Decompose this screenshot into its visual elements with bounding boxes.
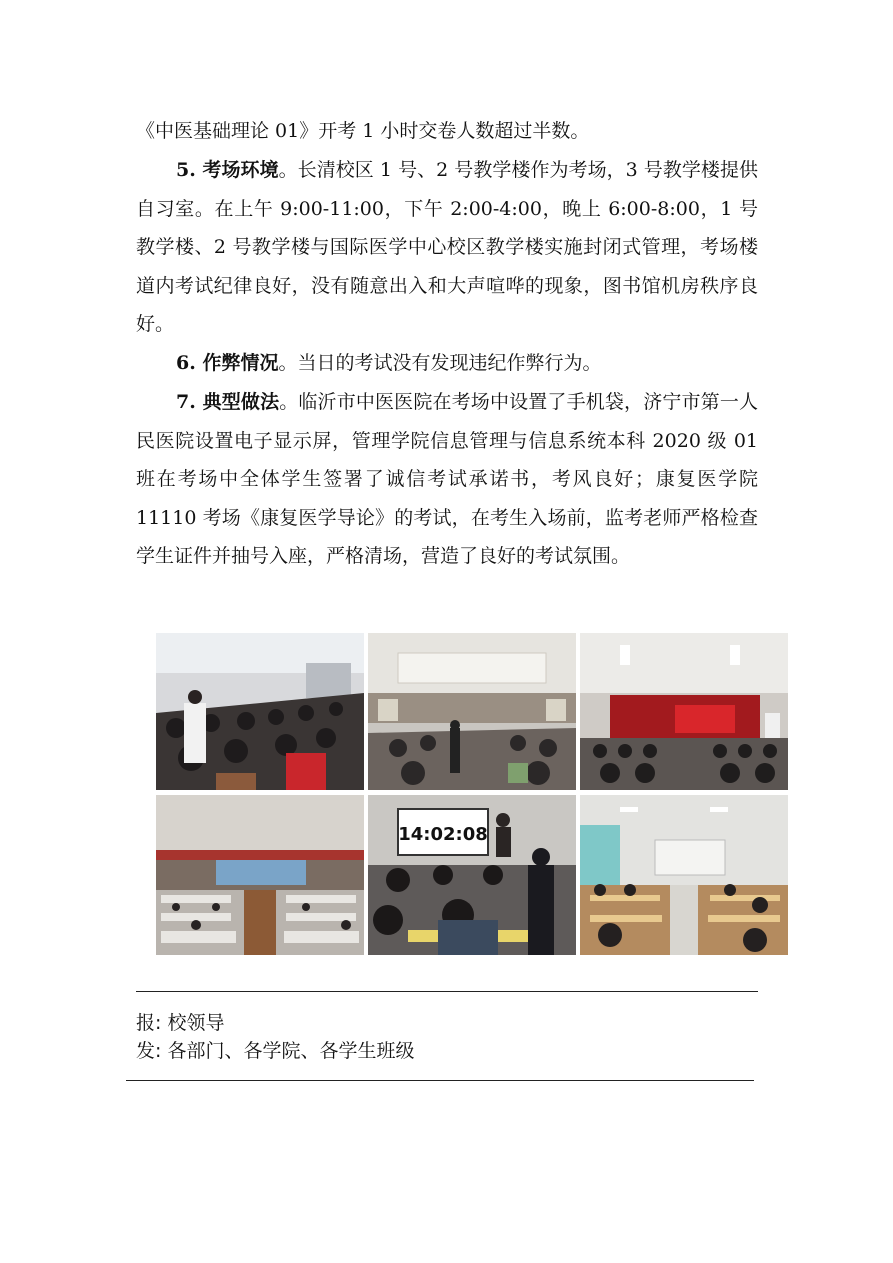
send-recipients: 各部门、各学院、各学生班级	[167, 1040, 415, 1062]
report-label: 报:	[136, 1012, 162, 1034]
footer-report-line	[136, 1009, 224, 1037]
paragraph-exam-environment	[136, 151, 758, 344]
photo-clock-display	[368, 795, 576, 955]
photo-classroom-2	[368, 633, 576, 790]
send-label: 发:	[136, 1040, 162, 1062]
section-heading-practice: 7. 典型做法	[176, 391, 280, 413]
report-recipient: 校领导	[167, 1012, 225, 1034]
section-text-cheating: 。当日的考试没有发现违纪作弊行为。	[278, 352, 602, 374]
section-heading-cheating: 6. 作弊情况	[176, 352, 279, 374]
paragraph-cheating	[136, 344, 758, 383]
paragraph-typical-practice	[136, 383, 758, 576]
section-heading-environment: 5. 考场环境	[176, 159, 279, 181]
clock-display-text: 14:02:08	[398, 824, 488, 845]
photo-collage	[156, 633, 788, 955]
section-text-practice: 。临沂市中医医院在考场中设置了手机袋，济宁市第一人民医院设置电子显示屏，管理学院信息管理与信息系统本科 2020 级 01 班在考场中全体学生签署了诚信考试承诺书，考风良好；康复医学院 11110 考场《康复医学导论》的考试，在考生入场前，监考老师严格检查学生证件并抽号入座，严格清场，营造了良好的考试氛围。	[136, 391, 758, 568]
footer-top-rule	[136, 991, 758, 992]
photo-classroom-3	[580, 633, 788, 790]
section-text-environment: 。长清校区 1 号、2 号教学楼作为考场，3 号教学楼提供自习室。在上午 9:00-11:00，下午 2:00-4:00，晚上 6:00-8:00，1 号教学楼、2 号教学楼与国际医学中心校区教学楼实施封闭式管理，考场楼道内考试纪律良好，没有随意出入和大声喧哗的现象，图书馆机房秩序良好。	[136, 159, 758, 336]
footer-send-line	[136, 1037, 414, 1065]
paragraph-continuation: 《中医基础理论 01》开考 1 小时交卷人数超过半数。	[136, 120, 590, 142]
footer-bottom-rule	[126, 1080, 754, 1081]
photo-classroom-4	[156, 795, 364, 955]
photo-classroom-6	[580, 795, 788, 955]
photo-classroom-1	[156, 633, 364, 790]
